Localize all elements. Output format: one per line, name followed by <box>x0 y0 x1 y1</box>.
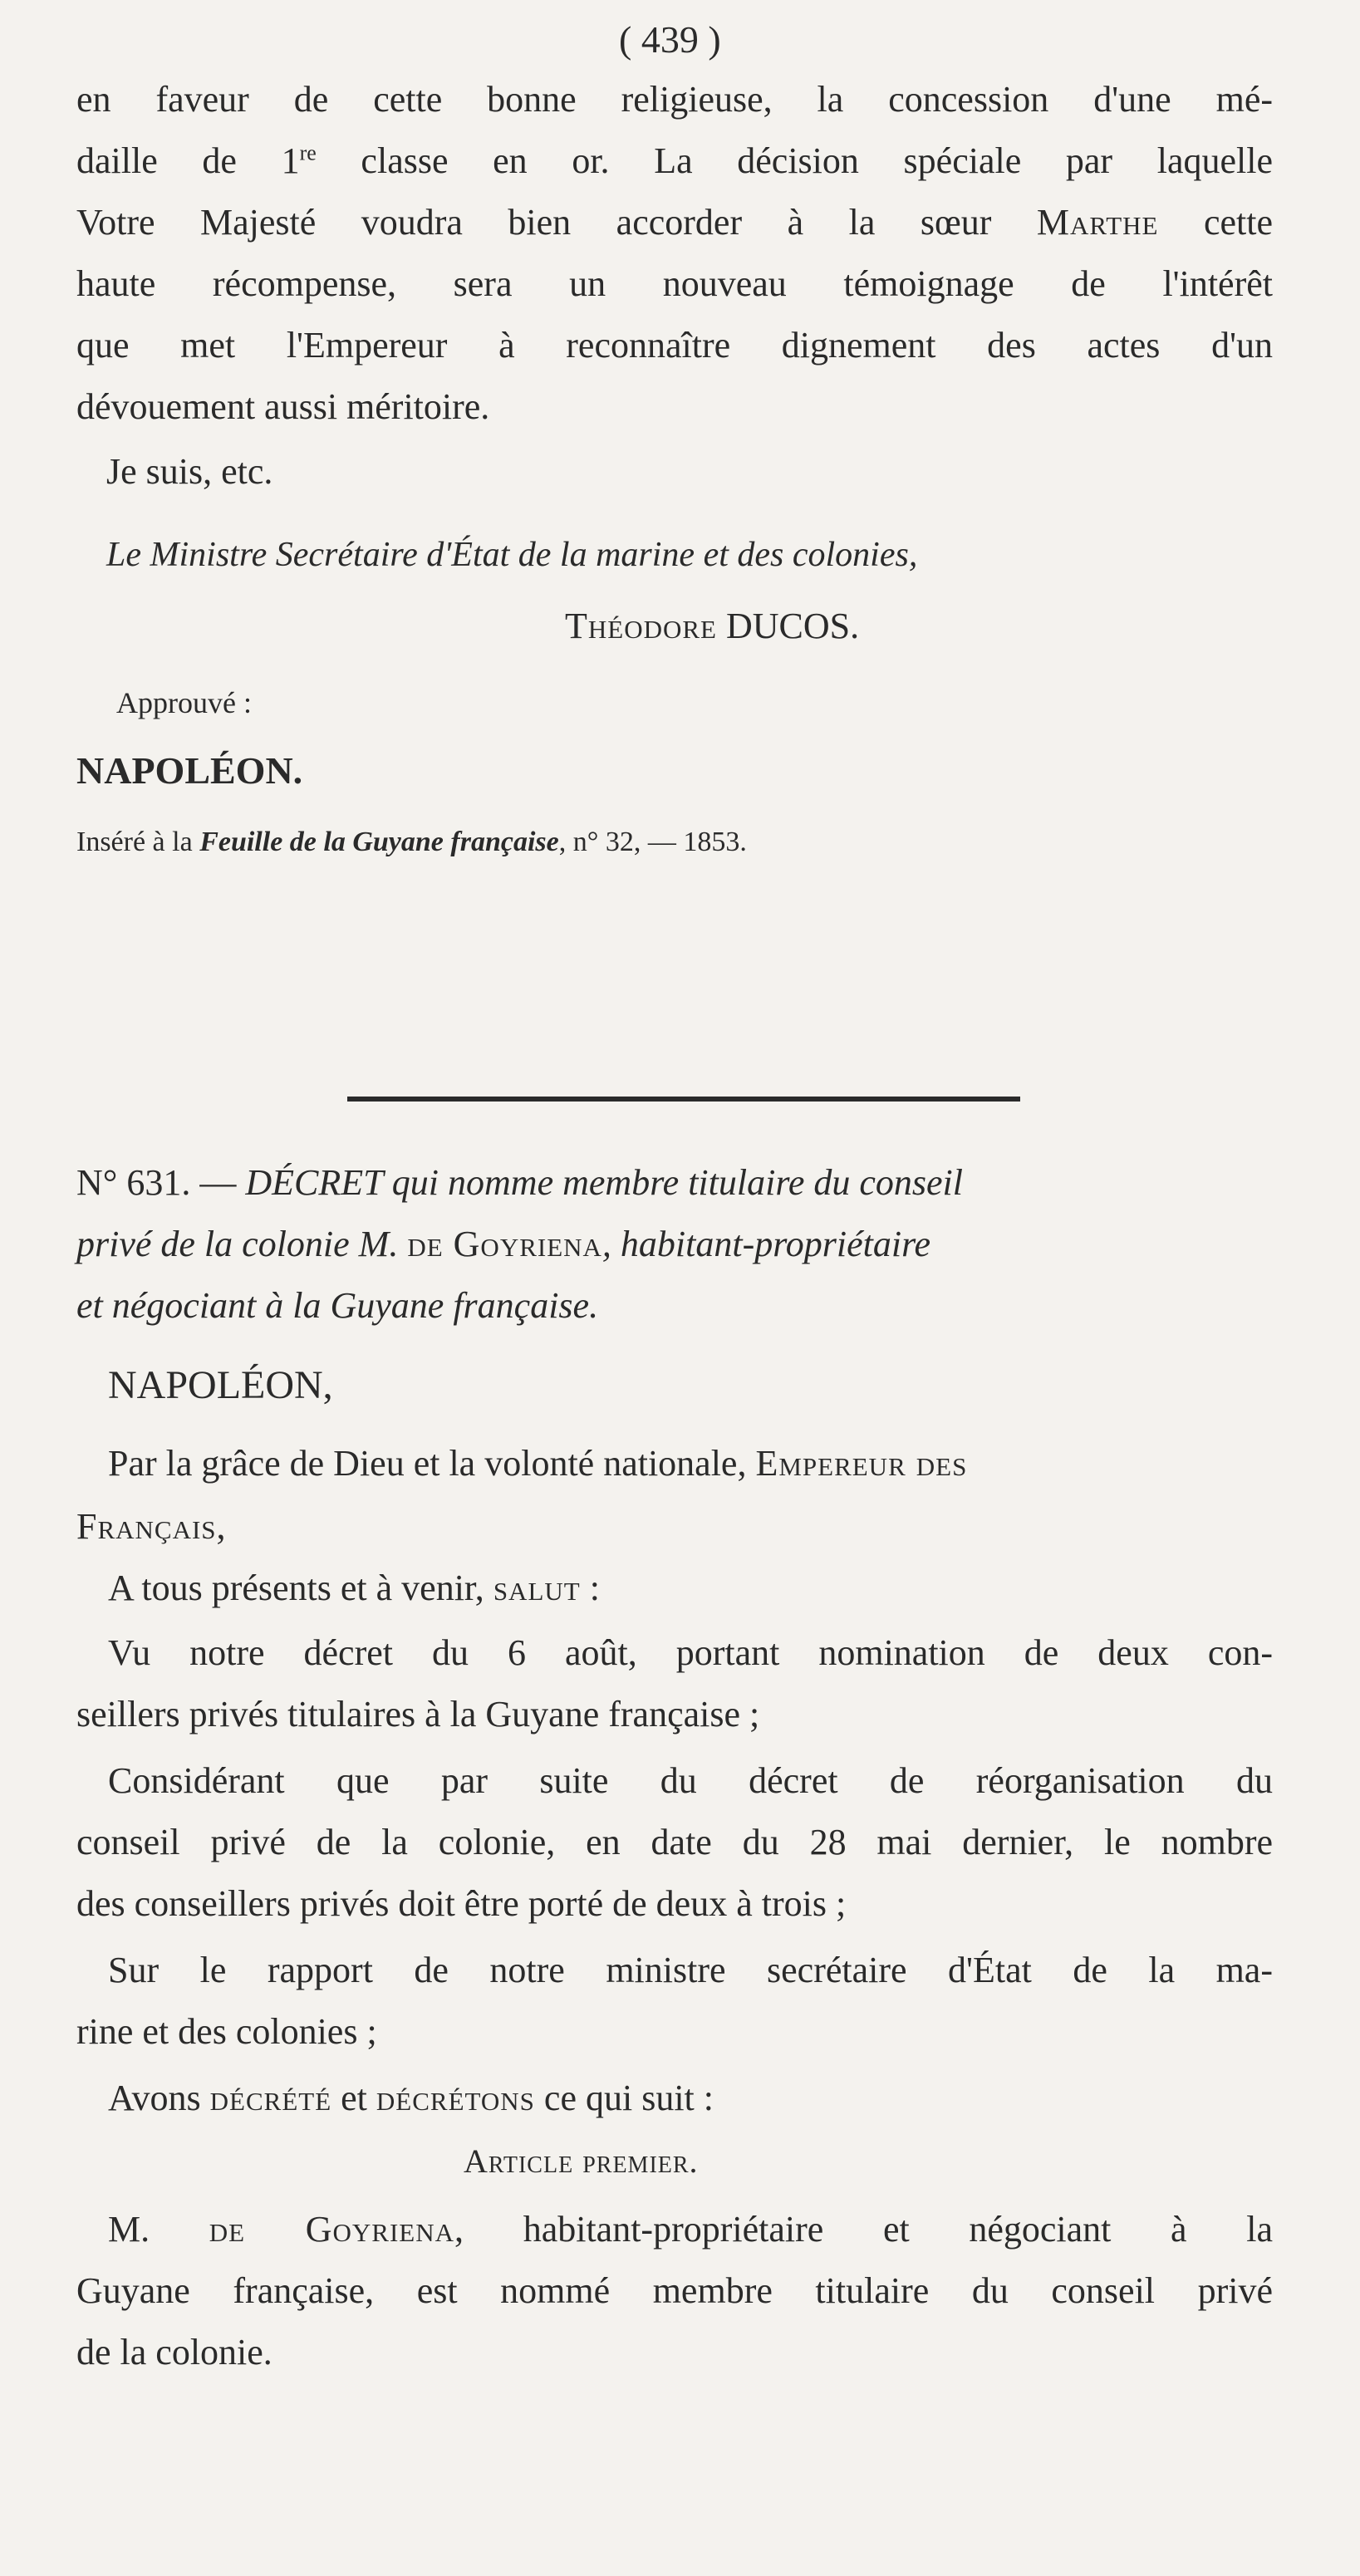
grace-line-1 <box>108 1440 967 1487</box>
emperor-name: NAPOLÉON, <box>108 1363 333 1407</box>
letter-closing: Je suis, etc. <box>106 451 273 492</box>
signatory-last-name: DUCOS. <box>725 606 860 646</box>
decree-title-2c: , habitant-propriétaire <box>601 1224 931 1264</box>
grace-1b: Empereur des <box>755 1443 968 1484</box>
signatory-first-name: Théodore <box>565 606 717 646</box>
article-line-3: de la colonie. <box>76 2332 272 2372</box>
letter-line-3-b: cette <box>1158 202 1273 243</box>
signatory-title: Le Ministre Secrétaire d'État de la marine et des colonies, <box>106 536 918 574</box>
letter-line-3 <box>76 199 1273 246</box>
vu-line-2: seillers privés titulaires à la Guyane française ; <box>76 1694 760 1735</box>
letter-line-2 <box>76 138 1273 184</box>
insertion-suffix: , n° 32, — 1853. <box>558 827 747 857</box>
decree-title-1: DÉCRET qui nomme membre titulaire du conseil <box>245 1162 963 1203</box>
letter-line-2-a: daille de 1 <box>76 140 300 181</box>
letter-line-5: que met l'Empereur à reconnaître dignement des actes d'un <box>76 325 1273 366</box>
article-1c: , habitant-propriétaire et négociant à la <box>454 2209 1273 2250</box>
page-number: ( 439 ) <box>619 18 721 61</box>
insertion-journal: Feuille de la Guyane française <box>199 827 559 857</box>
grace-line-2: Français, <box>76 1506 227 1547</box>
vu-line-1: Vu notre décret du 6 août, portant nomination de deux con- <box>108 1632 1273 1673</box>
article-heading: Article premier. <box>464 2142 699 2180</box>
decree-title-line-2 <box>76 1221 930 1268</box>
avons-d: décrétons <box>376 2078 535 2118</box>
letter-line-1: en faveur de cette bonne religieuse, la concession d'une mé- <box>76 79 1273 120</box>
salut-a: A tous présents et à venir, <box>108 1568 493 1608</box>
letter-line-2-sup: re <box>299 140 317 165</box>
insertion-note <box>76 819 747 866</box>
rapport-line-2: rine et des colonies ; <box>76 2011 377 2052</box>
article-1-name: de Goyriena <box>209 2209 455 2250</box>
approved-by: NAPOLÉON. <box>76 749 303 792</box>
decree-title-2a: privé de la colonie M. <box>76 1224 408 1264</box>
considerant-line-1: Considérant que par suite du décret de réorganisation du <box>108 1760 1273 1801</box>
salut-c: : <box>580 1568 600 1608</box>
rapport-line-1: Sur le rapport de notre ministre secrétaire d'État de la ma- <box>108 1950 1273 1990</box>
insertion-prefix: Inséré à la <box>76 827 200 857</box>
avons-c: et <box>331 2078 376 2118</box>
salut-b: salut <box>493 1568 581 1608</box>
decree-title-2-name: de Goyriena <box>407 1224 602 1264</box>
avons-line <box>108 2075 714 2122</box>
grace-1a: Par la grâce de Dieu et la volonté nationale, <box>108 1443 756 1484</box>
section-divider <box>347 1097 1020 1102</box>
letter-line-6: dévouement aussi méritoire. <box>76 386 490 427</box>
avons-a: Avons <box>108 2078 210 2118</box>
article-line-1 <box>108 2206 1273 2253</box>
considerant-line-2: conseil privé de la colonie, en date du 28 mai dernier, le nombre <box>76 1822 1273 1862</box>
signatory-name <box>565 603 859 650</box>
considerant-line-3: des conseillers privés doit être porté de deux à trois ; <box>76 1883 847 1924</box>
letter-line-4: haute récompense, sera un nouveau témoignage de l'intérêt <box>76 263 1273 304</box>
salut-line <box>108 1565 600 1612</box>
article-line-2: Guyane française, est nommé membre titulaire du conseil privé <box>76 2270 1273 2311</box>
approved-label: Approuvé : <box>116 686 252 719</box>
avons-e: ce qui suit : <box>534 2078 714 2118</box>
decree-number: N° 631. <box>76 1162 191 1203</box>
decree-dash: — <box>190 1162 246 1203</box>
decree-title-line-1 <box>76 1160 963 1206</box>
letter-line-2-b: classe en or. La décision spéciale par laquelle <box>316 140 1274 181</box>
avons-b: décrété <box>209 2078 332 2118</box>
letter-line-3-name: Marthe <box>1036 202 1159 243</box>
letter-line-3-a: Votre Majesté voudra bien accorder à la sœur <box>76 202 1037 243</box>
article-1a: M. <box>108 2209 209 2250</box>
decree-title-line-3: et négociant à la Guyane française. <box>76 1285 599 1326</box>
